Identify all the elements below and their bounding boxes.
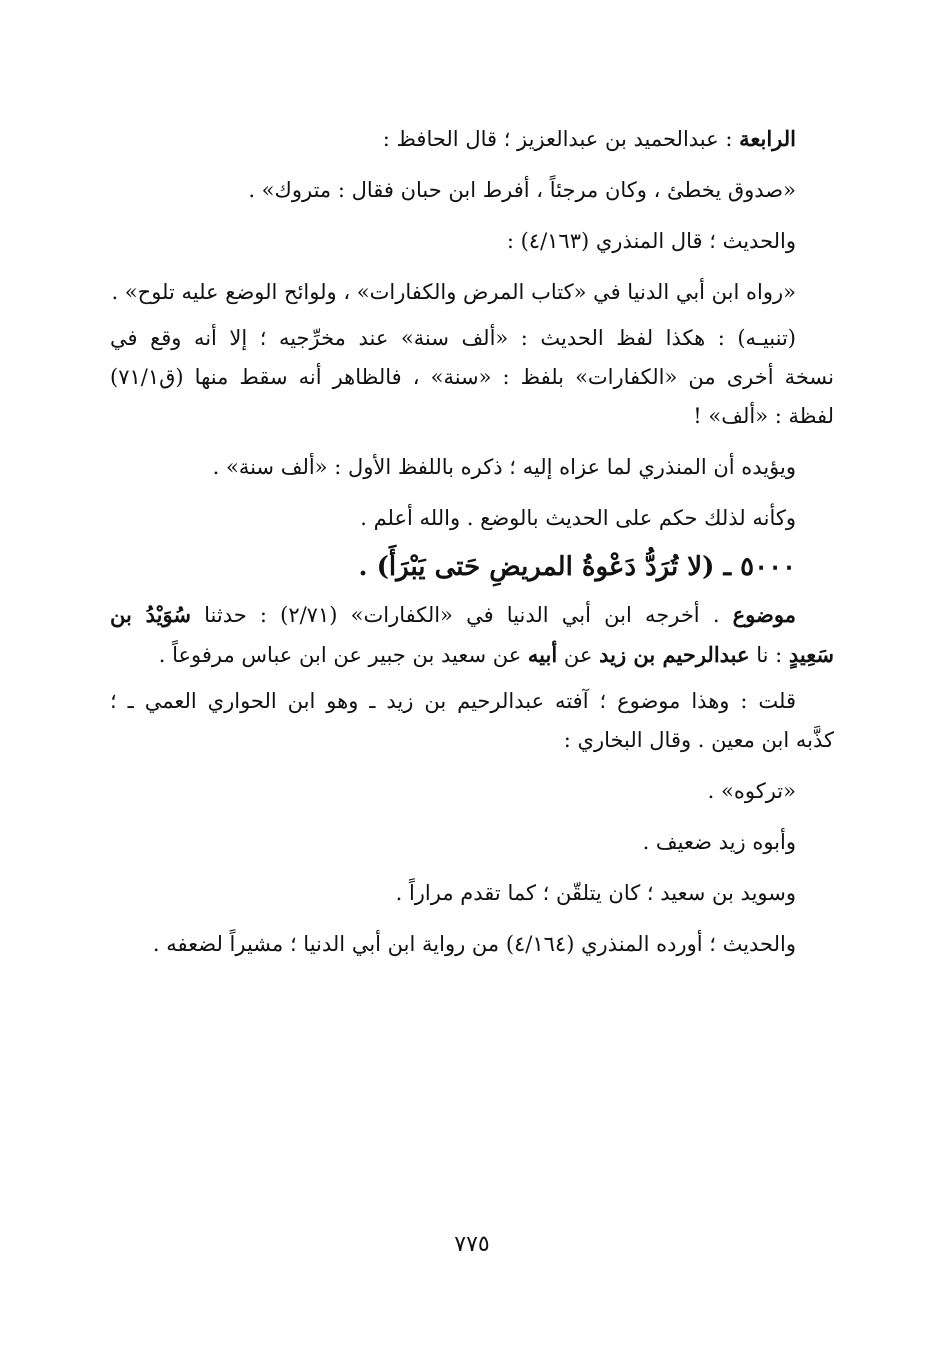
narrator-abdurrahim: عبدالرحيم بن زيد [599,642,750,667]
paragraph-tanbih [110,326,834,428]
page-number: ٧٧٥ [454,1232,490,1257]
narrator-saeed: سَعِيدٍ [788,642,834,667]
paragraph-mawdu [110,602,834,667]
paragraph-father-weak: وأبوه زيد ضعيف . [642,830,796,854]
paragraph-fourth-narrator [110,126,834,151]
text-fourth: : عبدالحميد بن عبدالعزيز ؛ قال الحافظ : [382,127,740,151]
mawdu-text-1: . أخرجه ابن أبي الدنيا في «الكفارات» (٢/٧١) : حدثنا [190,603,733,627]
label-fourth: الرابعة [739,126,796,151]
paragraph-qultu [110,689,834,752]
narrator-father: أبيه [527,642,558,667]
paragraph-mundhiri-1: والحديث ؛ قال المنذري (٤/١٦٣) : [506,229,796,253]
hadith-heading: ٥٠٠٠ ـ (لا تُرَدُّ دَعْوةُ المريضِ حَتى يَبْرَأَ) . [358,552,796,582]
tanbih-line-1: (تنبيـه) : هكذا لفظ الحديث : «ألف سنة» عند مخرِّجيه ؛ إلا أنه وقع في [110,326,796,350]
paragraph-support: ويؤيده أن المنذري لما عزاه إليه ؛ ذكره باللفظ الأول : «ألف سنة» . [212,455,796,479]
qultu-line-2: كذَّبه ابن معين . وقال البخاري : [563,728,834,752]
tanbih-line-3: لفظة : «ألف» ! [693,404,834,428]
paragraph-judgment: وكأنه لذلك حكم على الحديث بالوضع . والله أعلم . [360,506,796,530]
paragraph-tarakuhu: «تركوه» . [707,779,796,803]
qultu-line-1: قلت : وهذا موضوع ؛ آفته عبدالرحيم بن زيد ـ وهو ابن الحواري العمي ـ ؛ [110,689,796,713]
paragraph-quote-ibn-abi-dunya: «رواه ابن أبي الدنيا في «كتاب المرض والكفارات» ، ولوائح الوضع عليه تلوح» . [111,280,796,304]
narrator-suwayd: سُوَيْدُ بن [110,602,191,627]
paragraph-mundhiri-2: والحديث ؛ أورده المنذري (٤/١٦٤) من رواية ابن أبي الدنيا ؛ مشيراً لضعفه . [152,932,796,956]
mawdu-text-3: عن [557,643,600,667]
tanbih-line-2: نسخة أخرى من «الكفارات» بلفظ : «سنة» ، فالظاهر أنه سقط منها (ق٧١/١) [110,365,834,389]
mawdu-line-1 [110,602,834,627]
mawdu-label: موضوع [732,602,796,627]
mawdu-text-4: عن سعيد بن جبير عن ابن عباس مرفوعاً . [158,643,528,667]
paragraph-quote-saduq: «صدوق يخطئ ، وكان مرجئاً ، أفرط ابن حبان فقال : متروك» . [248,178,796,202]
page-body [110,120,834,956]
paragraph-suwayd: وسويد بن سعيد ؛ كان يتلقّن ؛ كما تقدم مراراً . [395,881,796,905]
mawdu-line-2 [110,642,834,667]
mawdu-text-2: : نا [749,643,789,667]
